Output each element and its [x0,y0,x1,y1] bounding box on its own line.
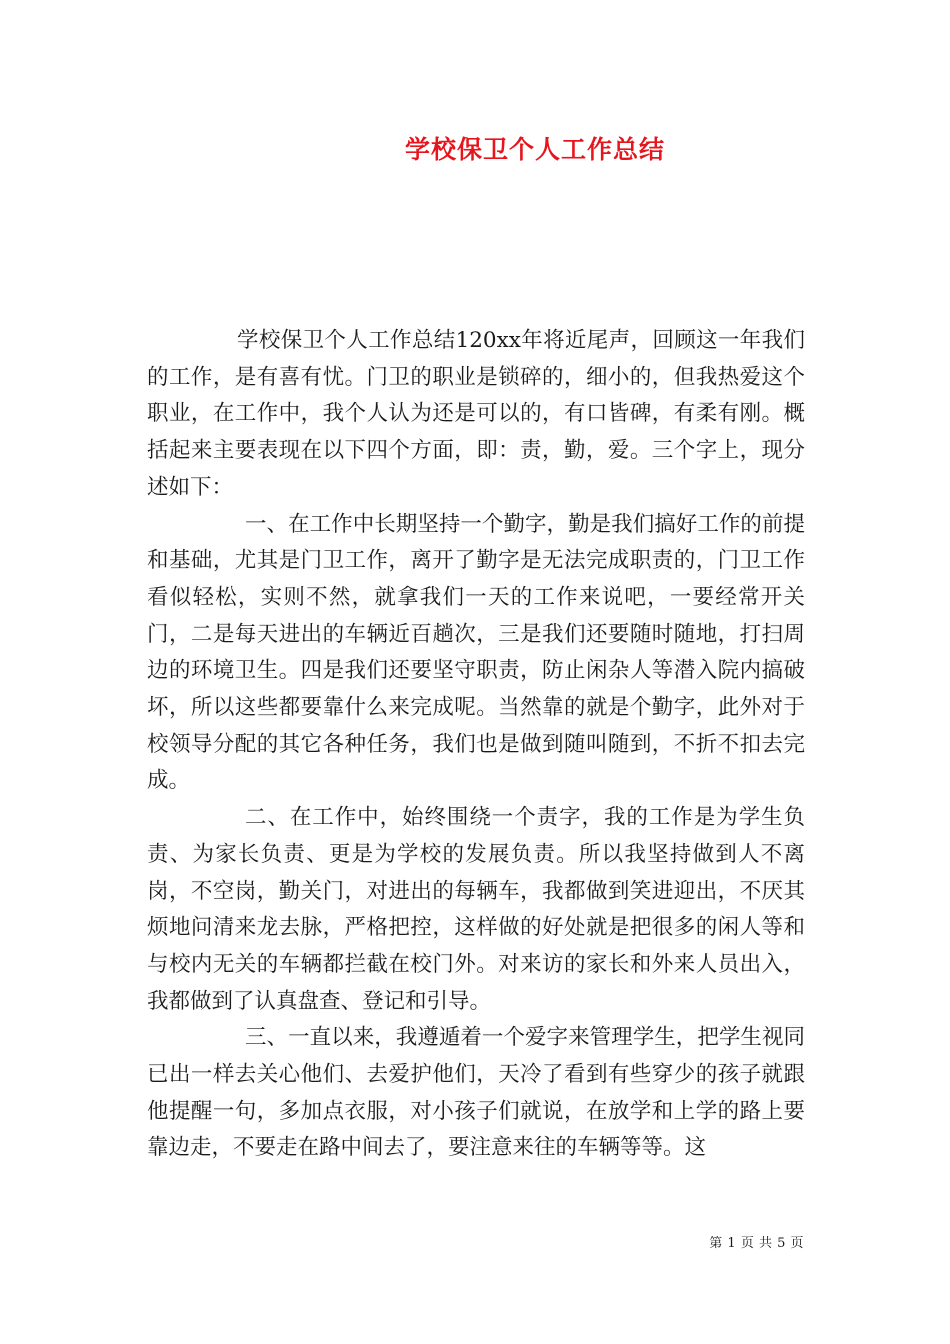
paragraph-responsibility: 二、在工作中，始终围绕一个责字，我的工作是为学生负责、为家长负责、更是为学校的发展负责。所以我坚持做到人不离岗，不空岗，勤关门，对进出的每辆车，我都做到笑进迎出，不厌其烦地问清来龙去脉，严格把控，这样做的好处就是把很多的闲人等和与校内无关的车辆都拦截在校门外。对来访的家长和外来人员出入，我都做到了认真盘查、登记和引导。 [147,805,805,1014]
paragraph-love: 三、一直以来，我遵遁着一个爱字来管理学生，把学生视同已出一样去关心他们、去爱护他们，天冷了看到有些穿少的孩子就跟他提醒一句，多加点衣服，对小孩子们就说，在放学和上学的路上要靠边走，不要走在路中间去了，要注意来往的车辆等等。这 [147,1025,805,1161]
paragraph-intro: 学校保卫个人工作总结120xx年将近尾声，回顾这一年我们的工作，是有喜有忧。门卫的职业是锁碎的，细小的，但我热爱这个职业，在工作中，我个人认为还是可以的，有口皆碑，有柔有刚。概括起来主要表现在以下四个方面，即：责，勤，爱。三个字上，现分述如下： [147,328,805,500]
paragraph-diligence: 一、在工作中长期坚持一个勤字，勤是我们搞好工作的前提和基础，尤其是门卫工作，离开了勤字是无法完成职责的，门卫工作看似轻松，实则不然，就拿我们一天的工作来说吧，一要经常开关门，二是每天进出的车辆近百趟次，三是我们还要随时随地，打扫周边的环境卫生。四是我们还要坚守职责，防止闲杂人等潜入院内搞破坏，所以这些都要靠什么来完成呢。当然靠的就是个勤字，此外对于校领导分配的其它各种任务，我们也是做到随叫随到，不折不扣去完成。 [147,511,805,794]
document-title: 学校保卫个人工作总结 [404,135,665,164]
page-number-footer: 第 1 页 共 5 页 [709,1236,804,1251]
document-body [147,323,805,1167]
